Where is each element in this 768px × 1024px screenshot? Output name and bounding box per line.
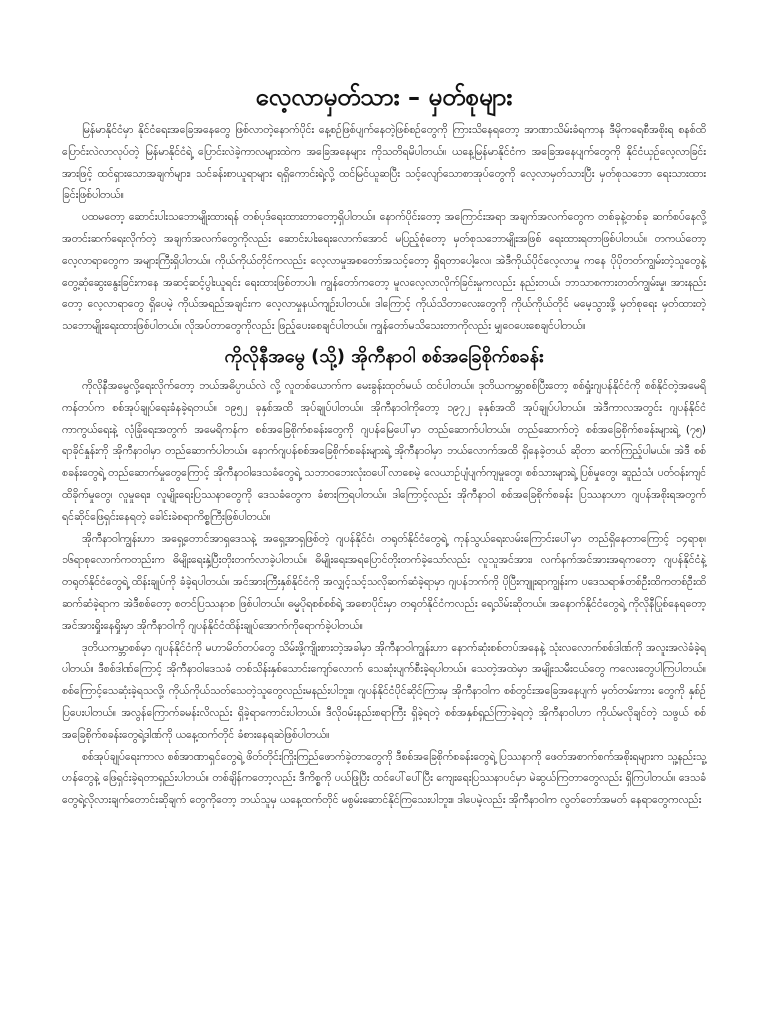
body-paragraph: ပထမတော့ ဆောင်းပါးသဘောမျိုးထားရန် တစ်ပုဒ်ရေးထားတာတော့ရှိပါတယ်။ နောက်ပိုင်းတော့ အကြောင်းအရာ အချက်အလက်တွေက တစ်ခုနဲ့တစ်ခု ဆက်စပ်နေလို့ အတင်းဆက်ရေးလိုက်တဲ့ အချက်အလက်တွေကိုလည်း ဆောင်းပါးရေးလောက်အောင် မပြည့်စုံတော့ မှတ်စုသဘောမျိုးအဖြစ် ရေးထားရတာဖြစ်ပါတယ်။ တကယ်တော့ လေ့လာရာတွေက အများကြီးရှိပါတယ်။ ကိုယ်ကိုယ်တိုင်ကလည်း လေ့လာမှုအစတော်အသင့်တော့ ရှိရတာပေါ့လေ၊ အဲဒီကိုယ်ပိုင်လေ့လာမှု ကနေ ပိုပိုတတ်ကျွမ်းတဲ့သူတွေနဲ့ တွေ့ဆုံဆွေးနွေးခြင်းကနေ အဆင့်ဆင့်ပွါးယူရင်း ရေးထားဖြစ်တာပါ။ ကျွန်တော်ကတော့ မူလလေ့လာလိုက်ခြင်းမှုကလည်း နည်းတယ်၊ ဘာသာစကားတတ်ကျွမ်းမှု၊ အားနည်းတော့ လေ့လာရာတွေ ရှိပေမဲ့ ကိုယ်အရည်အချင်းက လေ့လာမှုနယ်ကျဉ်းပါတယ်။ ဒါကြောင့် ကိုယ်သိတာလေးတွေကို ကိုယ်ကိုယ်တိုင် မမေ့သွားဖို့ မှတ်စုရေး မှတ်ထားတဲ့သဘောမျိုးရေးထားဖြစ်ပါတယ်။ လိုအပ်တာတွေကိုလည်း ဖြည့်ပေးစေချင်ပါတယ်။ ကျွန်တော်မသိသေးတာကိုလည်း မျှဝေပေးစေချင်ပါတယ်။: [62, 211, 706, 333]
body-paragraph: ဒုတိယကမ္ဘာစစ်မှာ ဂျပန်နိုင်ငံကို မဟာမိတ်တပ်တွေ သိမ်းဖို့ကျိုးစားတဲ့အခါမှာ အိုကီနာဝါကျွန်းဟာ နောက်ဆုံးစစ်တပ်အနေနဲ့ သုံးလလောက်စစ်ဒါဏ်ကို အလူးအလဲခံခဲ့ရပါတယ်။ ဒီစစ်ဒါဏ်ကြောင့် အိုကီနာဝါဒေသခံ တစ်သိန်းနှစ်သောင်းကျော်လောက် သေဆုံးပျက်စီးခဲ့ရပါတယ်။ သေတဲ့အထဲမှာ အမျိုးသမီးငယ်တွေ ကလေးတွေပါကြပါတယ်။ စစ်ကြောင့်သေဆုံးခဲ့ရသလို့၊ ကိုယ်ကိုယ်သတ်သေတဲ့သူတွေလည်းမနည်းပါဘူး။ ဂျပန်နိုင်ငံပိုင်ဆိုင်ကြားမှ အိုကီနာဝါက စစ်တွင်းအခြေအနေပျက် မှတ်တမ်းကား တွေကို နှစ်ဉ်ပြပေးပါတယ်။ အလွန်ကြောက်ခမန်းလိလည်း ရှိခဲ့ရာကောင်းပါတယ်။ ဒီလိုဝမ်းနည်းစရာကြီး ရှိခဲ့ရတဲ့ စစ်အနှစ်ရှည်ကြာခဲ့ရတဲ့ အိုကီနာဝါဟာ ကိုယ်မလိုချင်တဲ့ သဖွယ် စစ်အခြေစိုက်စခန်းတွေရဲ့ဒါဏ်ကို ယနေ့ထက်တိုင် ခံစားနေရဆဲဖြစ်ပါတယ်။: [62, 641, 706, 741]
intro-section: [62, 120, 706, 338]
body-paragraph: အိုကီနာဝါကျွန်းဟာ အရှေ့တောင်အာရှဒေသနဲ့ အရှေ့အာရှဖြစ်တဲ့ ဂျပန်နိုင်ငံ၊ တရုတ်နိုင်ငံတွေရဲ့ ကုန်သွယ်ရေးလမ်းကြောင်းပေါ်မှာ တည်ရှိနေတာကြောင့် ၁၄ရာစု၊ ၁၆ရာစုလောက်ကတည်းက ဓိမျိုးရေးနှဲ့ပြီးတိုးတက်လာခဲ့ပါတယ်။ ဓိမျိုးရေးအရပြောင်တိုးတက်ခဲ့သော်လည်း လူသူအင်အား၊ လက်နက်အင်အားအရကတော့ ဂျပန်နိုင်ငံနဲ့ တရုတ်နိုင်ငံတွေရဲ့ ထိန်းချုပ်ကို ခံခဲ့ရပါတယ်။ အင်အားကြီးနှစ်နိုင်ငံကို အလျှင့်သင့်သလိုဆက်ဆံခဲ့ရာမှာ ဂျပန်ဘက်ကို ပိုပြီးကျူးရာကျွန်းက ပဒေသရာဇ်တစ်ဦးထိကတစ်ဦးထိ ဆက်ဆံခဲ့ရာက အဲဒီစစ်တော့ စတင်ပြဿနာစ ဖြစ်ပါတယ်။ ဓမ္မပိုရစစ်စစ်ရဲ့ အစောပိုင်းမှာ တရုတ်နိုင်ငံကလည်း ရေ့သိမ်းဆိုတယ်။ အနောက်နိုင်ငံတွေရဲ့ ကိုလိုနီပြုစ်နေရတော့ အင်အားရှိုးနေရှိုးမှာ အိုကီနာဝါကို ဂျပန်နိုင်ငံထိန်းချုပ်အောက်ကိုရောက်ခဲ့ပါတယ်။: [62, 532, 706, 632]
body-paragraph: စစ်အုပ်ချုပ်ရေးကာလ စစ်အာဏာရှင်တွေရဲ့ ဖိတ်တိုင်းကြိုးကြည်ဖောက်ခဲ့တာတွေကို ဒီစစ်အခြေစိုက်စခန်းတွေရဲ့ ပြဿနာကို ဖေတ်အစာက်စက်အစိုးရများက သူ့နည်းသူ့ဟန်တွေနဲ့ ဖြေရှင်းခဲ့ရတာရှည်းပါတယ်။ တစ်ချိန်ကတော့လည်း ဒီကိစ္စကို ပယ်ဖြုပြီး ထင်ပေါ်ပေါ်ပြီး ကျေးရေးပြဿနာပင်မှာ မဲဆွယ်ကြတာတွေလည်း ရှိကြပါတယ်။ ဒေသခံတွေရဲ့လိုလားချက်တောင်းဆိုချက် တွေကိုတော့ ဘယ်သူမှ ယနေ့ထက်တိုင် မစွမ်းဆောင်နိုင်ကြသေးပါဘူး။ ဒါပေမဲ့လည်း အိုကီနာဝါက လွတ်တော်အမတ် နေရာတွေကလည်း: [62, 750, 706, 807]
okinawa-section: [62, 344, 706, 812]
page-title: လေ့လာမှတ်သား – မှတ်စုများ: [255, 83, 513, 111]
body-paragraph: ကိုလိုနီအမွေလို့ရေးလိုက်တော့ ဘယ်အဓိပ္ပာယ်လဲ လို့ လူတစ်ယောက်က မေးခွန်းထုတ်မယ် ထင်ပါတယ်။ ဒုတိယကမ္ဘာစစ်ပြီးတော့ စစ်ရှုံးဂျပန်နိုင်ငံကို စစ်နိုင်တဲ့အမေရိကန်တပ်က စစ်အုပ်ချုပ်ရေးခံနခဲ့ရတယ်။ ၁၉၅၂ ခုနှစ်အထိ အုပ်ချုပ်ပါတယ်။ အိုကီနာဝါကိုတော့ ၁၉၇၂ ခုနှစ်အထိ အုပ်ချုပ်ပါတယ်။ အဲဒီကာလအတွင်း ဂျပန်နိုင်ငံ ကာကွယ်ရေးနဲ့ လုံခြုံရေးအတွက် အမေရိကန်က စစ်အခြေစိုက်စခန်းတွေကို ဂျပန်မြေပေါ်မှာ တည်ဆောက်ပါတယ်။ တည်ဆောက်တဲ့ စစ်အခြေစိုက်စခန်းများရဲ့ (၇၅) ရာခိုင်နှုန်းကို အိုကီနာဝါမှာ တည်ဆောက်ပါတယ်။ နောက်ဂျပန်စစ်အခြေစိုက်စခန်းများရဲ့ အိုကီနာဝါမှာ ဘယ်လောက်အထိ ရှိနေခဲ့တယ် ဆိုတာ ဆက်ကြည့်ပါမယ်။ အဲဒီ စစ်စခန်းတွေရဲ့ တည်ဆောက်မှုတွေကြောင့် အိုကီနာဝါဒေသခံတွေရဲ့ သဘာဝဘေးလုံးဝပေါ်လာစေမဲ့ လေယာဉ်ပျံပျက်ကျမှုတွေ၊ စစ်သားများရဲ့ ပြစ်မှုတွေ၊ ဆူညံသံ၊ ပတ်ဝန်းကျင်ထိခိုက်မှုတွေ၊ လူမှုရေး၊ လူမျိုးရေးပြဿနာတွေကို ဒေသခံတွေက ခံစားကြရပါတယ်။ ဒါကြောင့်လည်း အိုကီနာဝါ စစ်အခြေစိုက်စခန်း ပြဿနာဟာ ဂျပန်အစိုးရအတွက် ရင်ဆိုင်ဖြေရှင်းနေရတဲ့ ခေါင်းခဲစရာကိစ္စကြီးဖြစ်ပါတယ်။: [62, 379, 706, 523]
section-heading: ကိုလိုနီအမွေ (သို့) အိုကီနာဝါ စစ်အခြေစိုက်စခန်း: [224, 345, 544, 367]
body-paragraph: မြန်မာနိုင်ငံမှာ နိုင်ငံရေးအခြေအနေတွေ ဖြစ်လာတဲ့နောက်ပိုင်း နေ့စဉ်ဖြစ်ပျက်နေတဲ့ဖြစ်စဉ်တွေကို ကြားသိနေရတော့ အာဏာသိမ်းခံရကာန ဒီမိုကရေစီအစိုးရ စနစ်ထိ ပြောင်းလဲလာလုပ်တဲ့ မြန်မာနိုင်ငံရဲ့ ပြောင်းလဲခဲ့ကာလများထဲက အခြေအနေများ ကိုသတိရမိပါတယ်။ ယနေ့မြန်မာနိုင်ငံက အခြေအနေပျက်တွေကို နိုင်ငံယှဉ်လေ့လာခြင်းအားဖြင့် ထင်ရှားသောအချက်များ၊ သင်ခန်းစာယူရာများ ရရှိကောင်းရဲ့လို့ ထင်မြင်ယူဆပြီး သင့်လျော်သောစာအုပ်တွေကို လေ့လာမှတ်သားပြီး မှတ်စုသဘော ရေးသားထားခြင်းဖြစ်ပါတယ်။: [62, 124, 706, 202]
